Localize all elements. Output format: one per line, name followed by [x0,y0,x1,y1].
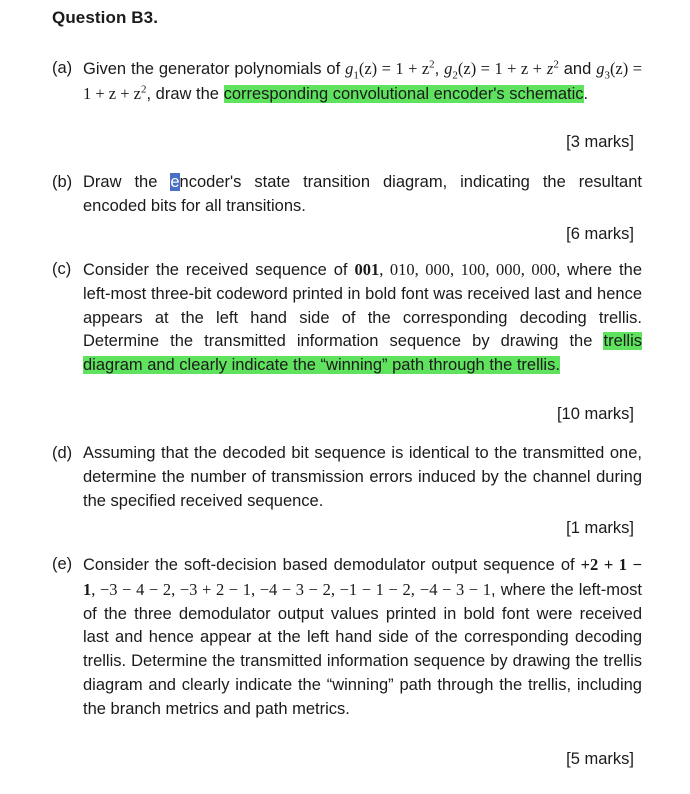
part-c-label: (c) [52,260,72,278]
part-e-label: (e) [52,555,73,573]
part-b-label: (b) [52,173,73,191]
question-title: Question B3. [52,8,159,27]
part-a-text: Given the generator polynomials of $g_1(z) = 1 + z^2$, $g_2(z) = 1 + z + z^2$ and $g_3(z) = 1 + z + z^2$, draw the corresponding convolutional encoder's schematic. [83,58,643,103]
part-e [52,553,642,722]
part-a [52,57,642,107]
part-e-marks: [5 marks] [566,750,634,768]
part-d-marks: [1 marks] [566,519,634,537]
part-d-label: (d) [52,444,73,462]
part-b-text: Draw the encoder's state transition diagram, indicating the resultant encoded bits for all transitions. [83,173,642,215]
part-d-text: Assuming that the decoded bit sequence is identical to the transmitted one, determine the number of transmission errors induced by the channel during the specified received sequence. [83,444,642,510]
part-b [52,171,642,219]
part-a-label: (a) [52,59,73,77]
part-b-marks: [6 marks] [566,225,634,243]
part-e-text: Consider the soft-decision based demodulator output sequence of +2 + 1 − 1, −3 − 4 − 2, −3 + 2 − 1, −4 − 3 − 2, −1 − 1 − 2, −4 − 3 − 1, where the left-most of the three demodulator output values printed in bold font were received last and hence appear at the left hand side of the corresponding decoding trellis. Determine the transmitted information sequence by drawing the trellis diagram and clearly indicate the “winning” path through the trellis, including the branch metrics and path metrics. [83,555,642,718]
part-c-marks: [10 marks] [556,405,634,423]
part-a-marks: [3 marks] [566,133,634,151]
part-c [52,258,642,378]
highlight-encoder-schematic: corresponding convolutional encoder's schematic [223,84,584,103]
part-d [52,442,642,513]
highlight-trellis-diagram: trellis diagram and clearly indicate the “winning” path through the trellis. [83,332,642,375]
part-c-text: Consider the received sequence of 001, 010, 000, 100, 000, 000, where the left-most three-bit codeword printed in bold font was received last and hence appears at the left hand side of the corresponding decoding trellis. Determine the transmitted information sequence by drawing the trellis diagram and clearly indicate the “winning” path through the trellis. [83,260,642,375]
text-cursor: e [170,173,180,191]
